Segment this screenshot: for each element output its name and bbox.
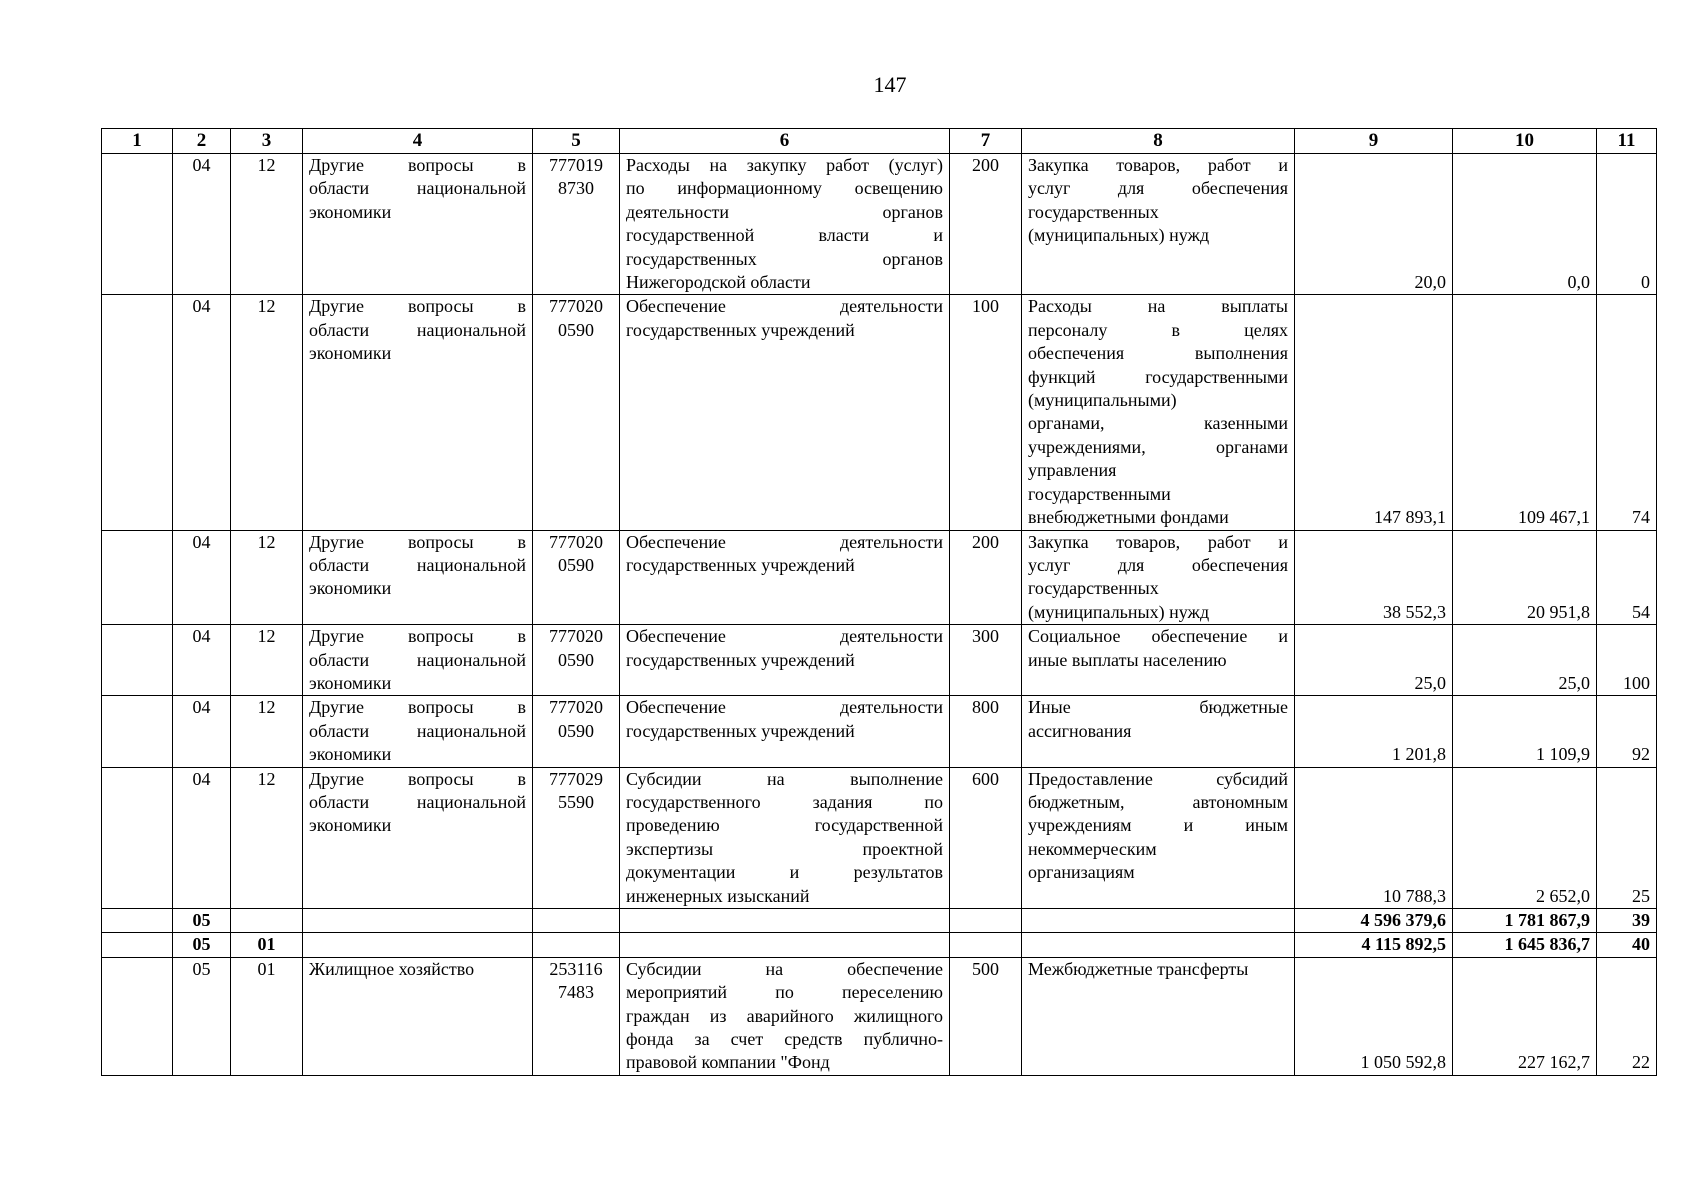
cell-text-line: экономики [309, 815, 392, 836]
cell-expense-type-code [950, 909, 1022, 933]
cell-actual-amount: 1 781 867,9 [1453, 909, 1597, 933]
cell-text-line: государственных учреждений [626, 554, 855, 575]
page-number: 147 [873, 72, 907, 97]
column-header: 10 [1453, 129, 1597, 154]
cell-text-line: бюджетным, автономным [1028, 791, 1288, 812]
cell-col-1 [102, 933, 173, 957]
table-row [102, 295, 1657, 530]
cell-section-code: 04 [173, 295, 231, 530]
cell-text-line: (муниципальных) нужд [1028, 225, 1210, 246]
table-row [102, 933, 1657, 957]
cell-section-code: 05 [173, 909, 231, 933]
cell-text-line: государственных учреждений [626, 649, 855, 670]
cell-subsection-name [303, 154, 533, 295]
cell-subsection-code: 12 [231, 295, 303, 530]
cell-subsection-name [303, 696, 533, 767]
cell-text-line: Другие вопросы в [309, 697, 526, 718]
cell-text-line: Социальное обеспечение и [1028, 626, 1288, 647]
cell-text-line: внебюджетными фондами [1028, 507, 1229, 528]
cell-col-1 [102, 696, 173, 767]
table-row [102, 909, 1657, 933]
cell-text-line: обеспечения выполнения [1028, 343, 1288, 364]
cell-expense-type-name [1022, 767, 1295, 908]
cell-text-line: экономики [309, 744, 392, 765]
cell-section-code: 04 [173, 530, 231, 625]
cell-text-line: экономики [309, 201, 392, 222]
cell-text-line: Иные бюджетные [1028, 697, 1288, 718]
header-row [102, 129, 1657, 154]
table-row [102, 957, 1657, 1075]
cell-text-line: мероприятий по переселению [626, 982, 943, 1003]
cell-target-article [533, 295, 620, 530]
cell-text-line: Закупка товаров, работ и [1028, 155, 1288, 175]
cell-text-line: функций государственными [1028, 366, 1288, 387]
cell-text-line: 7483 [558, 982, 594, 1003]
cell-col-1 [102, 625, 173, 696]
cell-text-line: услуг для обеспечения [1028, 178, 1288, 199]
cell-expense-description [620, 696, 950, 767]
cell-text-line: 777020 [549, 531, 603, 552]
column-header: 1 [102, 129, 173, 154]
cell-plan-amount: 1 201,8 [1295, 696, 1453, 767]
cell-text-line: 0590 [558, 319, 594, 340]
cell-percent: 40 [1597, 933, 1657, 957]
cell-text-line: экономики [309, 343, 392, 364]
cell-expense-type-name [1022, 909, 1295, 933]
cell-text-line: услуг для обеспечения [1028, 554, 1288, 575]
cell-section-code: 04 [173, 625, 231, 696]
cell-text-line: учреждениям и иным [1028, 815, 1288, 836]
cell-subsection-code: 12 [231, 767, 303, 908]
cell-text-line: экономики [309, 672, 392, 693]
cell-text-line: персоналу в целях [1028, 319, 1288, 340]
cell-expense-description [620, 625, 950, 696]
cell-target-article [533, 154, 620, 295]
cell-text-line: области национальной [309, 649, 526, 670]
cell-expense-type-code [950, 933, 1022, 957]
cell-actual-amount: 227 162,7 [1453, 957, 1597, 1075]
cell-target-article [533, 530, 620, 625]
cell-percent: 39 [1597, 909, 1657, 933]
cell-expense-type-code: 300 [950, 625, 1022, 696]
cell-subsection-name [303, 295, 533, 530]
cell-expense-type-code: 600 [950, 767, 1022, 908]
cell-target-article [533, 909, 620, 933]
cell-percent: 92 [1597, 696, 1657, 767]
cell-text-line: государственной власти и [626, 225, 943, 246]
cell-text-line: органами, казенными [1028, 413, 1288, 434]
cell-text-line: Закупка товаров, работ и [1028, 531, 1288, 552]
cell-section-code: 05 [173, 933, 231, 957]
cell-col-1 [102, 957, 173, 1075]
cell-expense-type-code: 200 [950, 530, 1022, 625]
cell-subsection-code: 12 [231, 154, 303, 295]
cell-text-line: Нижегородской области [626, 272, 811, 293]
cell-expense-type-code: 200 [950, 154, 1022, 295]
cell-text-line: 0590 [558, 649, 594, 670]
cell-actual-amount: 1 645 836,7 [1453, 933, 1597, 957]
cell-expense-type-name [1022, 530, 1295, 625]
cell-col-1 [102, 295, 173, 530]
cell-text-line: инженерных изысканий [626, 885, 810, 906]
cell-subsection-code: 12 [231, 530, 303, 625]
table-header [102, 129, 1657, 154]
cell-target-article [533, 767, 620, 908]
cell-subsection-code: 01 [231, 933, 303, 957]
cell-text-line: области национальной [309, 554, 526, 575]
cell-text-line: Субсидии на выполнение [626, 768, 943, 789]
cell-expense-description [620, 295, 950, 530]
column-header: 6 [620, 129, 950, 154]
cell-text-line: Обеспечение деятельности [626, 531, 943, 552]
cell-text-line: государственными [1028, 483, 1171, 504]
cell-text-line: 5590 [558, 791, 594, 812]
column-header: 9 [1295, 129, 1453, 154]
cell-text-line: государственного задания по [626, 791, 943, 812]
cell-text-line: документации и результатов [626, 862, 943, 883]
cell-section-code: 05 [173, 957, 231, 1075]
cell-text-line: Расходы на закупку работ (услуг) [626, 155, 943, 175]
cell-expense-description [620, 154, 950, 295]
cell-subsection-code [231, 909, 303, 933]
cell-text-line: Предоставление субсидий [1028, 768, 1288, 789]
cell-text-line: 0590 [558, 720, 594, 741]
column-header: 3 [231, 129, 303, 154]
cell-text-line: Расходы на выплаты [1028, 296, 1288, 317]
cell-target-article [533, 625, 620, 696]
cell-text-line: государственных органов [626, 248, 943, 269]
cell-col-1 [102, 530, 173, 625]
cell-expense-type-name [1022, 696, 1295, 767]
table-row [102, 530, 1657, 625]
table-row [102, 154, 1657, 295]
cell-text-line: иные выплаты населению [1028, 649, 1227, 670]
cell-text-line: граждан из аварийного жилищного [626, 1005, 943, 1026]
cell-subsection-name [303, 530, 533, 625]
cell-target-article [533, 696, 620, 767]
cell-expense-type-code: 100 [950, 295, 1022, 530]
cell-text-line: проведению государственной [626, 815, 943, 836]
cell-expense-description [620, 767, 950, 908]
cell-text-line: области национальной [309, 720, 526, 741]
cell-subsection-name [303, 625, 533, 696]
cell-text-line: деятельности органов [626, 201, 943, 222]
cell-text-line: Другие вопросы в [309, 768, 526, 789]
cell-text-line: 777020 [549, 626, 603, 647]
cell-section-code: 04 [173, 767, 231, 908]
cell-text-line: Другие вопросы в [309, 296, 526, 317]
column-header: 7 [950, 129, 1022, 154]
cell-target-article [533, 957, 620, 1075]
cell-percent: 22 [1597, 957, 1657, 1075]
cell-col-1 [102, 767, 173, 908]
table-row [102, 696, 1657, 767]
cell-actual-amount: 2 652,0 [1453, 767, 1597, 908]
budget-table [101, 128, 1657, 1076]
cell-text-line: Другие вопросы в [309, 626, 526, 647]
cell-text-line: 777020 [549, 296, 603, 317]
cell-actual-amount: 109 467,1 [1453, 295, 1597, 530]
table-row [102, 625, 1657, 696]
cell-percent: 100 [1597, 625, 1657, 696]
cell-text-line: некоммерческим [1028, 838, 1157, 859]
cell-plan-amount: 1 050 592,8 [1295, 957, 1453, 1075]
cell-percent: 0 [1597, 154, 1657, 295]
cell-actual-amount: 20 951,8 [1453, 530, 1597, 625]
cell-text-line: управления [1028, 460, 1117, 481]
column-header: 8 [1022, 129, 1295, 154]
cell-text-line: Обеспечение деятельности [626, 697, 943, 718]
cell-text-line: Другие вопросы в [309, 531, 526, 552]
cell-section-code: 04 [173, 696, 231, 767]
cell-col-1 [102, 154, 173, 295]
cell-text-line: правовой компании "Фонд [626, 1052, 830, 1073]
cell-text-line: 777029 [549, 768, 603, 789]
cell-plan-amount: 10 788,3 [1295, 767, 1453, 908]
column-header: 11 [1597, 129, 1657, 154]
cell-expense-description [620, 933, 950, 957]
cell-text-line: 777019 [549, 155, 603, 175]
column-header: 2 [173, 129, 231, 154]
cell-text-line: Межбюджетные трансферты [1028, 958, 1249, 979]
cell-percent: 54 [1597, 530, 1657, 625]
cell-expense-type-name [1022, 957, 1295, 1075]
cell-subsection-code: 12 [231, 625, 303, 696]
cell-text-line: Обеспечение деятельности [626, 626, 943, 647]
cell-target-article [533, 933, 620, 957]
cell-text-line: Жилищное хозяйство [309, 958, 475, 979]
cell-text-line: 253116 [549, 958, 603, 979]
cell-expense-description [620, 957, 950, 1075]
cell-text-line: Субсидии на обеспечение [626, 958, 943, 979]
cell-subsection-code: 12 [231, 696, 303, 767]
cell-text-line: ассигнования [1028, 720, 1132, 741]
cell-text-line: (муниципальными) [1028, 390, 1177, 411]
cell-expense-type-code: 500 [950, 957, 1022, 1075]
table-row [102, 767, 1657, 908]
cell-subsection-name [303, 909, 533, 933]
cell-subsection-name [303, 957, 533, 1075]
cell-actual-amount: 25,0 [1453, 625, 1597, 696]
cell-subsection-name [303, 767, 533, 908]
cell-text-line: (муниципальных) нужд [1028, 601, 1210, 622]
table-body [102, 154, 1657, 1076]
cell-plan-amount: 4 115 892,5 [1295, 933, 1453, 957]
cell-expense-description [620, 530, 950, 625]
cell-text-line: 777020 [549, 697, 603, 718]
cell-text-line: экспертизы проектной [626, 838, 943, 859]
column-header: 4 [303, 129, 533, 154]
cell-text-line: государственных [1028, 201, 1159, 222]
cell-text-line: государственных учреждений [626, 319, 855, 340]
cell-text-line: области национальной [309, 319, 526, 340]
cell-text-line: 8730 [558, 178, 594, 199]
cell-expense-description [620, 909, 950, 933]
cell-text-line: фонда за счет средств публично- [626, 1029, 943, 1050]
cell-subsection-code: 01 [231, 957, 303, 1075]
cell-expense-type-name [1022, 295, 1295, 530]
cell-plan-amount: 20,0 [1295, 154, 1453, 295]
cell-percent: 74 [1597, 295, 1657, 530]
cell-text-line: области национальной [309, 791, 526, 812]
cell-expense-type-name [1022, 154, 1295, 295]
cell-section-code: 04 [173, 154, 231, 295]
cell-plan-amount: 38 552,3 [1295, 530, 1453, 625]
cell-actual-amount: 0,0 [1453, 154, 1597, 295]
cell-text-line: учреждениями, органами [1028, 436, 1288, 457]
cell-plan-amount: 4 596 379,6 [1295, 909, 1453, 933]
cell-text-line: организациям [1028, 862, 1135, 883]
cell-expense-type-name [1022, 625, 1295, 696]
cell-text-line: Обеспечение деятельности [626, 296, 943, 317]
cell-text-line: области национальной [309, 178, 526, 199]
cell-subsection-name [303, 933, 533, 957]
column-header: 5 [533, 129, 620, 154]
cell-text-line: по информационному освещению [626, 178, 943, 199]
cell-percent: 25 [1597, 767, 1657, 908]
cell-plan-amount: 25,0 [1295, 625, 1453, 696]
cell-text-line: Другие вопросы в [309, 155, 526, 175]
cell-expense-type-name [1022, 933, 1295, 957]
cell-expense-type-code: 800 [950, 696, 1022, 767]
cell-text-line: экономики [309, 578, 392, 599]
cell-actual-amount: 1 109,9 [1453, 696, 1597, 767]
cell-col-1 [102, 909, 173, 933]
cell-text-line: 0590 [558, 554, 594, 575]
cell-text-line: государственных учреждений [626, 720, 855, 741]
cell-plan-amount: 147 893,1 [1295, 295, 1453, 530]
cell-text-line: государственных [1028, 578, 1159, 599]
